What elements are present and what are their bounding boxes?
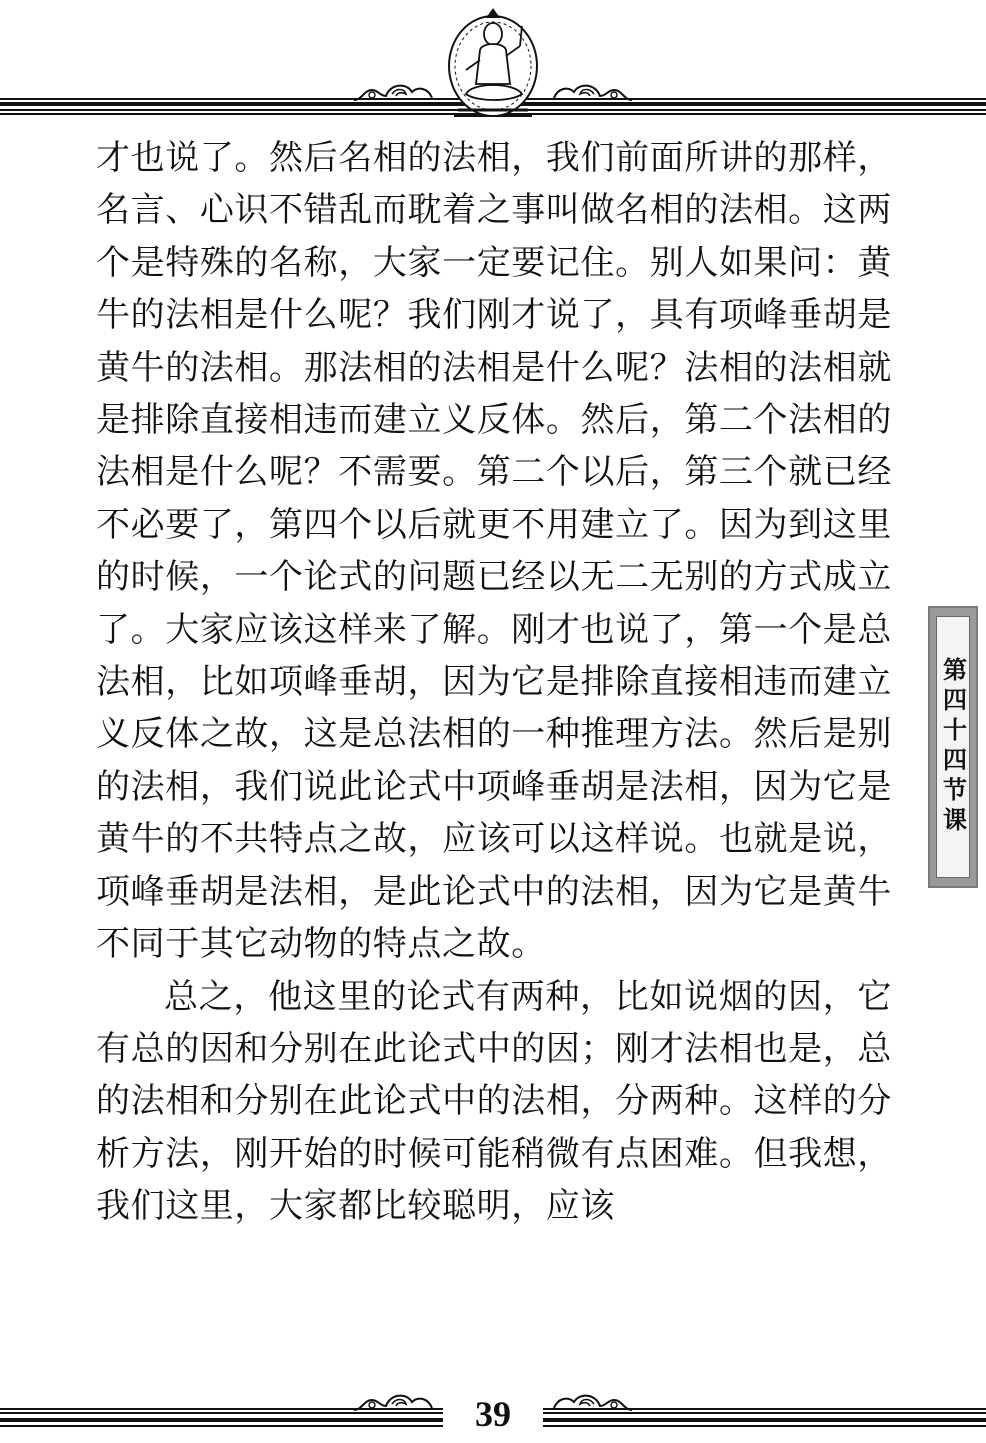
chapter-tab-label: 第四十四节课 — [936, 616, 970, 878]
cloud-ornament-icon — [550, 1390, 634, 1414]
cloud-ornament-icon — [352, 1390, 436, 1414]
page-number: 39 — [443, 1394, 543, 1434]
paragraph-2: 总之，他这里的论式有两种，比如说烟的因，它有总的因和分别在此论式中的因；刚才法相也是，总的法相和分别在此论式中的法相，分两种。这样的分析方法，刚开始的时候可能稍微有点困难。但我想，我们这里，大家都比较聪明，应该 — [96, 976, 892, 1227]
paragraph-1: 才也说了。然后名相的法相，我们前面所讲的那样，名言、心识不错乱而耽着之事叫做名相的法相。这两个是特殊的名称，大家一定要记住。别人如果问：黄牛的法相是什么呢？我们刚才说了，具有项峰垂胡是黄牛的法相。那法相的法相是什么呢？法相的法相就是排除直接相违而建立义反体。然后，第二个法相的法相是什么呢？不需要。第二个以后，第三个就已经不必要了，第四个以后就更不用建立了。因为到这里的时候，一个论式的问题已经以无二无别的方式成立了。大家应该这样来了解。刚才也说了，第一个是总法相，比如项峰垂胡，因为它是排除直接相违而建立义反体之故，这是总法相的一种推理方法。然后是别的法相，我们说此论式中项峰垂胡是法相，因为它是黄牛的不共特点之故，应该可以这样说。也就是说，项峰垂胡是法相，是此论式中的法相，因为它是黄牛不同于其它动物的特点之故。 — [96, 138, 892, 965]
deity-emblem-icon — [436, 6, 550, 120]
chapter-side-tab — [928, 606, 978, 888]
body-text — [96, 132, 892, 1233]
cloud-ornament-icon — [352, 80, 436, 104]
cloud-ornament-icon — [550, 80, 634, 104]
